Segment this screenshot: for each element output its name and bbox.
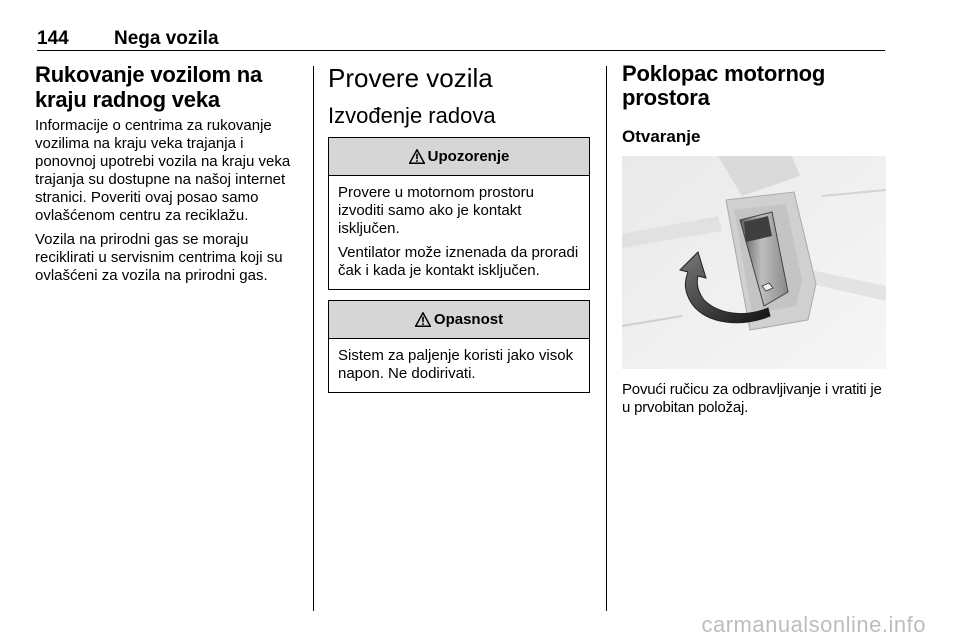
warning-box-body bbox=[329, 176, 589, 289]
watermark: carmanualsonline.info bbox=[701, 612, 926, 637]
warning-text-2: Ventilator može iznenada da proradi čak i kada je kontakt isključen. bbox=[338, 244, 579, 279]
section-title-engine-hood: Poklopac motornog prostora bbox=[622, 61, 826, 110]
warning-label: Upozorenje bbox=[427, 148, 510, 165]
header-rule bbox=[37, 50, 885, 51]
column-divider-1 bbox=[313, 66, 314, 611]
warning-box-header bbox=[329, 138, 589, 176]
column-engine-hood bbox=[622, 62, 886, 417]
warning-text-1: Provere u motornom prostoru izvoditi samo ako je kontakt isključen. bbox=[338, 184, 534, 237]
danger-box-header bbox=[329, 301, 589, 339]
warning-box bbox=[328, 137, 590, 290]
column-end-of-life bbox=[35, 62, 301, 285]
paragraph-natural-gas: Vozila na prirodni gas se moraju reciklirati u servisnim centrima koji su ovlašćeni za vozila na prirodni gas. bbox=[35, 231, 283, 284]
section-title-end-of-life: Rukovanje vozilom na kraju radnog veka bbox=[35, 62, 263, 112]
paragraph-end-of-life-info: Informacije o centrima za rukovanje vozilima na kraju veka trajanja i ponovnoj upotrebi vozila na kraju veka trajanja su dostupne na našoj internet stranici. Poveriti ovaj posao samo ovlašćenom centru za reciklažu. bbox=[35, 117, 291, 224]
column-vehicle-checks bbox=[328, 62, 592, 393]
hood-release-illustration bbox=[622, 156, 886, 369]
danger-label: Opasnost bbox=[433, 311, 504, 328]
column-divider-2 bbox=[606, 66, 607, 611]
subsection-title-work: Izvođenje radova bbox=[328, 103, 496, 128]
page-number: 144 bbox=[37, 28, 69, 49]
warning-triangle-icon bbox=[415, 312, 431, 327]
caption-hood-release: Povući ručicu za odbravljivanje i vratiti je u prvobitan položaj. bbox=[622, 381, 882, 416]
chapter-title: Nega vozila bbox=[114, 28, 219, 49]
danger-text-1: Sistem za paljenje koristi jako visok napon. Ne dodirivati. bbox=[338, 347, 574, 382]
subsection-title-opening: Otvaranje bbox=[622, 127, 701, 146]
page-header bbox=[37, 27, 885, 51]
danger-box bbox=[328, 300, 590, 393]
warning-triangle-icon bbox=[409, 149, 425, 164]
danger-box-body bbox=[329, 339, 589, 392]
section-title-vehicle-checks: Provere vozila bbox=[328, 63, 493, 93]
